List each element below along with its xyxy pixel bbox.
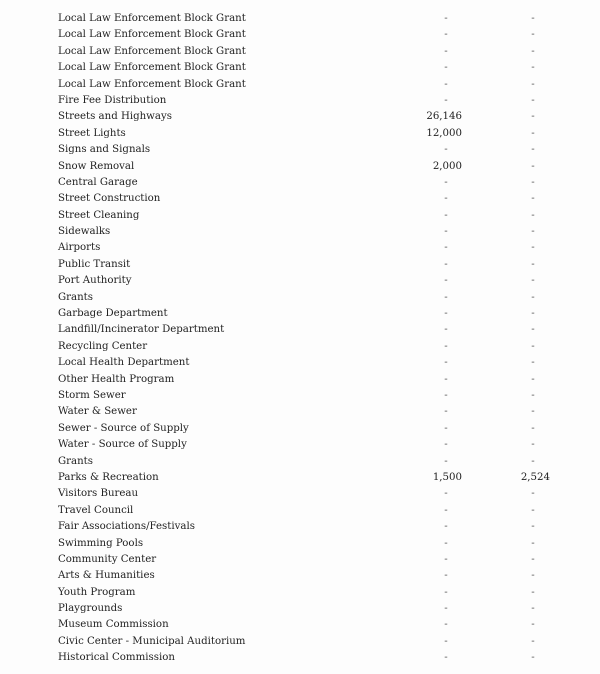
row-value-col2: - (531, 111, 535, 123)
table-row (58, 273, 578, 289)
row-value-col2: - (531, 422, 535, 434)
row-value-col2: - (531, 144, 535, 156)
table-row (58, 503, 578, 519)
row-value-col2: - (531, 193, 535, 205)
table-row (58, 486, 578, 502)
row-value-col2: - (531, 619, 535, 631)
row-value-col2: - (531, 13, 535, 24)
row-value-col2: - (531, 406, 535, 418)
row-value-col2: - (531, 78, 535, 90)
row-value-col1: - (444, 29, 448, 41)
row-value-col1: - (444, 291, 448, 303)
table-row (58, 60, 578, 76)
row-label: Port Authority (58, 275, 132, 287)
row-value-col1: - (444, 488, 448, 500)
row-label: Fair Associations/Festivals (58, 521, 195, 533)
row-value-col2: - (531, 94, 535, 106)
row-value-col2: 2,524 (520, 471, 550, 483)
row-label: Local Health Department (58, 357, 190, 369)
row-label: Fire Fee Distribution (58, 94, 167, 106)
row-label: Recycling Center (58, 340, 148, 352)
table-row (58, 142, 578, 158)
table-row (58, 77, 578, 93)
table-row (58, 44, 578, 60)
row-label: Snow Removal (58, 160, 135, 172)
row-value-col2: - (531, 324, 535, 336)
row-value-col1: - (444, 422, 448, 434)
row-label: Central Garage (58, 176, 138, 188)
row-value-col1: 1,500 (432, 471, 462, 483)
row-value-col1: - (444, 652, 448, 664)
row-label: Signs and Signals (58, 144, 151, 156)
row-value-col1: - (444, 94, 448, 106)
row-value-col1: - (444, 144, 448, 156)
row-value-col1: - (444, 209, 448, 221)
row-value-col1: - (444, 226, 448, 238)
row-value-col1: - (444, 13, 448, 24)
row-value-col1: - (444, 340, 448, 352)
row-value-col2: - (531, 389, 535, 401)
row-value-col2: - (531, 603, 535, 615)
table-row (58, 470, 578, 486)
row-value-col1: - (444, 537, 448, 549)
row-value-col1: - (444, 619, 448, 631)
row-value-col2: - (531, 29, 535, 41)
row-value-col2: - (531, 291, 535, 303)
row-value-col1: - (444, 78, 448, 90)
row-label: Local Law Enforcement Block Grant (58, 62, 246, 74)
row-label: Arts & Humanities (58, 570, 155, 582)
table-row (58, 224, 578, 240)
row-label: Museum Commission (58, 619, 169, 631)
row-label: Swimming Pools (58, 537, 144, 549)
table-row (58, 191, 578, 207)
table-row (58, 601, 578, 617)
row-value-col1: - (444, 586, 448, 598)
row-label: Grants (58, 455, 93, 467)
row-label: Water - Source of Supply (58, 439, 187, 451)
row-label: Streets and Highways (58, 111, 172, 123)
row-value-col2: - (531, 160, 535, 172)
row-label: Garbage Department (58, 308, 168, 320)
table-row (58, 175, 578, 191)
table-row (58, 27, 578, 43)
table-row (58, 109, 578, 125)
table-row (58, 617, 578, 633)
row-label: Playgrounds (58, 603, 123, 615)
row-label: Street Lights (58, 127, 126, 139)
row-label: Local Law Enforcement Block Grant (58, 45, 246, 57)
row-value-col2: - (531, 439, 535, 451)
row-value-col1: - (444, 389, 448, 401)
row-label: Youth Program (58, 586, 136, 598)
table-row (58, 339, 578, 355)
row-label: Community Center (58, 553, 157, 565)
row-value-col1: - (444, 504, 448, 516)
table-row (58, 240, 578, 256)
row-value-col1: - (444, 635, 448, 647)
row-value-col2: - (531, 258, 535, 270)
row-value-col2: - (531, 504, 535, 516)
row-value-col2: - (531, 209, 535, 221)
row-label: Civic Center - Municipal Auditorium (58, 635, 246, 647)
row-value-col1: 12,000 (426, 127, 462, 139)
table-row (58, 355, 578, 371)
table-row (58, 290, 578, 306)
row-value-col1: - (444, 373, 448, 385)
row-value-col2: - (531, 340, 535, 352)
row-value-col2: - (531, 242, 535, 254)
row-value-col2: - (531, 373, 535, 385)
row-value-col1: - (444, 357, 448, 369)
table-row (58, 11, 578, 27)
table-row (58, 126, 578, 142)
row-value-col1: - (444, 521, 448, 533)
table-row (58, 536, 578, 552)
row-label: Local Law Enforcement Block Grant (58, 13, 246, 24)
table-row (58, 437, 578, 453)
table-row (58, 322, 578, 338)
row-value-col2: - (531, 275, 535, 287)
row-label: Historical Commission (58, 652, 175, 664)
table-row (58, 93, 578, 109)
row-value-col1: 2,000 (432, 160, 462, 172)
table-row (58, 552, 578, 568)
table-row (58, 454, 578, 470)
row-value-col2: - (531, 176, 535, 188)
table-row (58, 208, 578, 224)
table-row (58, 372, 578, 388)
row-value-col1: - (444, 193, 448, 205)
row-value-col1: - (444, 308, 448, 320)
row-label: Other Health Program (58, 373, 175, 385)
row-label: Water & Sewer (58, 406, 137, 418)
row-value-col2: - (531, 652, 535, 664)
row-value-col2: - (531, 62, 535, 74)
row-label: Grants (58, 291, 93, 303)
row-value-col2: - (531, 488, 535, 500)
row-value-col2: - (531, 570, 535, 582)
row-value-col1: - (444, 603, 448, 615)
row-label: Landfill/Incinerator Department (58, 324, 225, 336)
row-label: Street Cleaning (58, 209, 140, 221)
row-value-col2: - (531, 455, 535, 467)
row-value-col1: - (444, 553, 448, 565)
table-row (58, 159, 578, 175)
row-value-col1: - (444, 455, 448, 467)
row-value-col1: - (444, 62, 448, 74)
table-row (58, 257, 578, 273)
row-label: Local Law Enforcement Block Grant (58, 78, 246, 90)
row-value-col1: - (444, 439, 448, 451)
row-value-col2: - (531, 308, 535, 320)
row-value-col1: - (444, 176, 448, 188)
table-row (58, 519, 578, 535)
row-label: Airports (58, 242, 101, 254)
row-value-col2: - (531, 553, 535, 565)
row-value-col1: - (444, 275, 448, 287)
row-value-col2: - (531, 226, 535, 238)
table-row (58, 421, 578, 437)
row-value-col2: - (531, 521, 535, 533)
row-label: Sidewalks (58, 226, 111, 238)
row-value-col2: - (531, 635, 535, 647)
row-label: Public Transit (58, 258, 131, 270)
row-label: Street Construction (58, 193, 161, 205)
table-row (58, 585, 578, 601)
row-value-col2: - (531, 127, 535, 139)
row-value-col1: - (444, 406, 448, 418)
row-value-col2: - (531, 537, 535, 549)
row-value-col2: - (531, 45, 535, 57)
table-row (58, 388, 578, 404)
row-label: Visitors Bureau (58, 488, 139, 500)
row-value-col1: - (444, 324, 448, 336)
row-value-col1: 26,146 (426, 111, 462, 123)
row-value-col1: - (444, 242, 448, 254)
row-value-col2: - (531, 586, 535, 598)
budget-table (58, 11, 578, 667)
row-value-col2: - (531, 357, 535, 369)
table-row (58, 404, 578, 420)
table-row (58, 306, 578, 322)
row-label: Parks & Recreation (58, 471, 159, 483)
table-row (58, 634, 578, 650)
row-value-col1: - (444, 258, 448, 270)
row-label: Local Law Enforcement Block Grant (58, 29, 246, 41)
row-label: Sewer - Source of Supply (58, 422, 189, 434)
row-value-col1: - (444, 570, 448, 582)
table-row (58, 650, 578, 666)
table-row (58, 568, 578, 584)
row-label: Storm Sewer (58, 389, 126, 401)
row-label: Travel Council (58, 504, 134, 516)
row-value-col1: - (444, 45, 448, 57)
